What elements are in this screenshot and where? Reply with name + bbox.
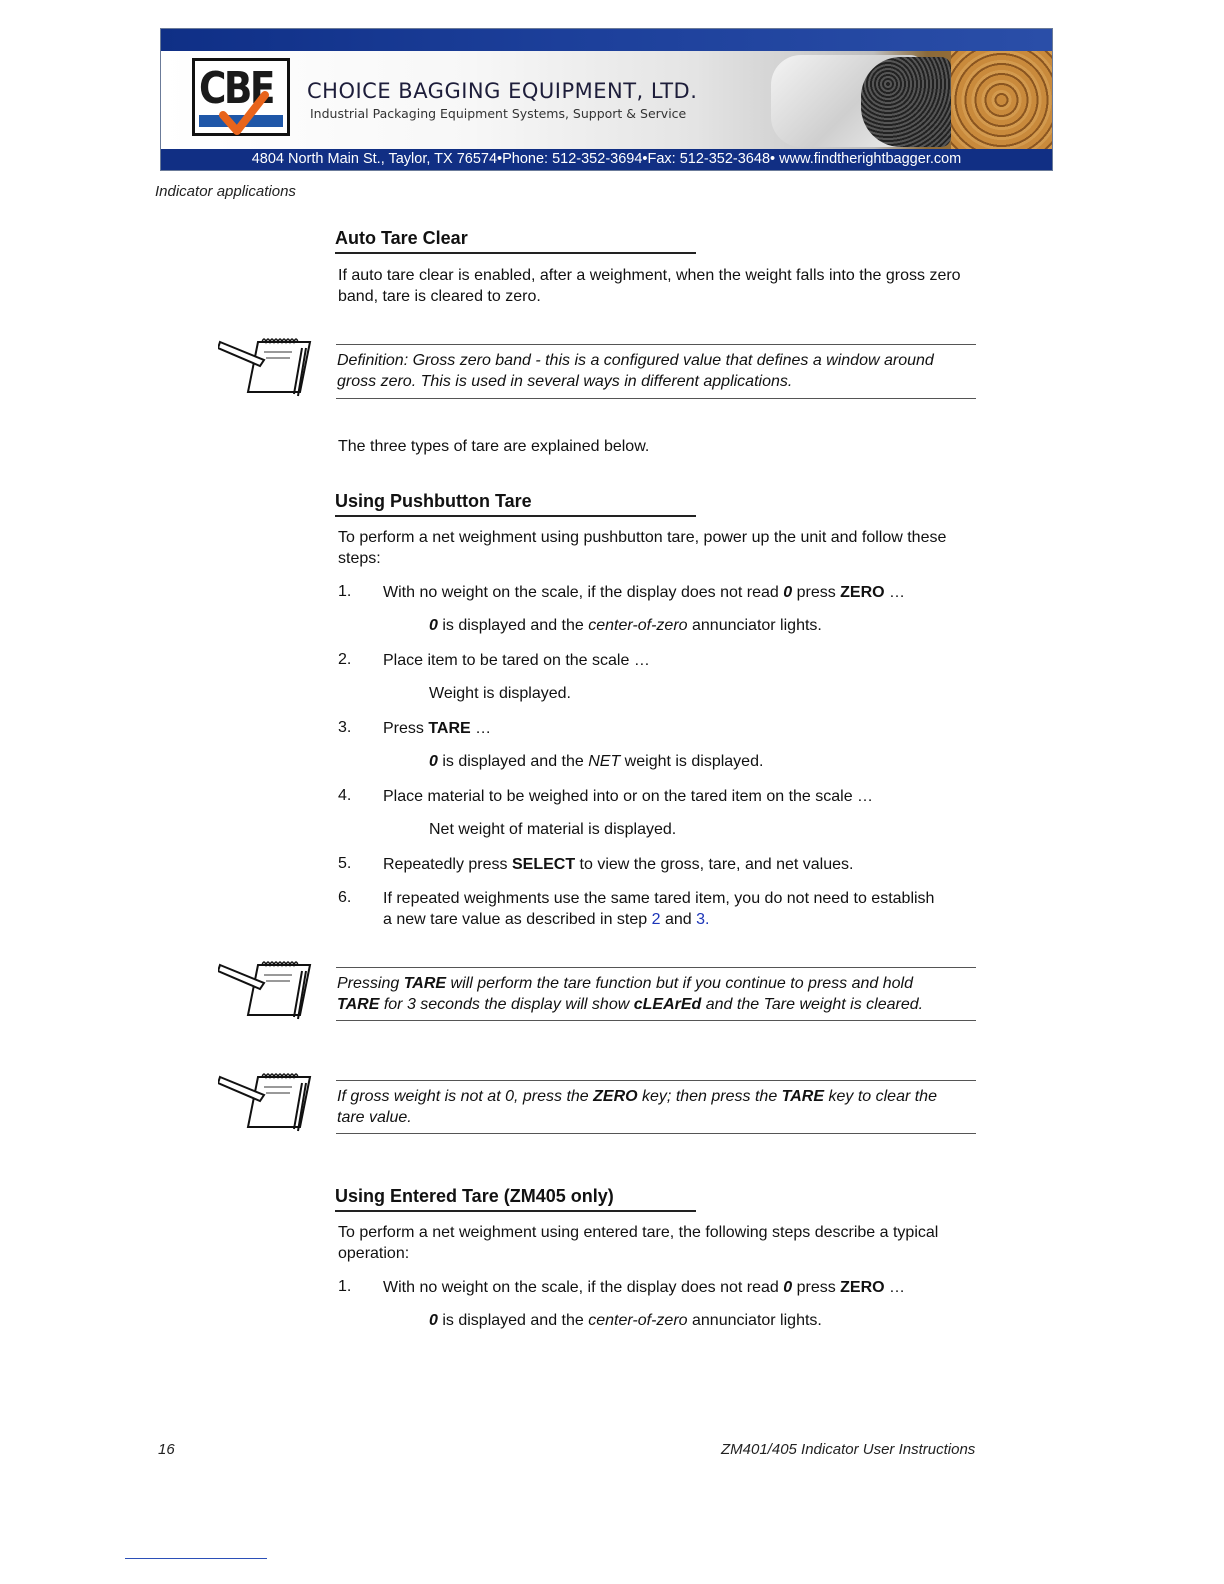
step-1-result xyxy=(429,617,822,635)
key-name: TARE xyxy=(337,995,380,1013)
banner-top-bar xyxy=(161,29,1052,51)
text-line: tare value. xyxy=(337,1108,412,1126)
page-number: 16 xyxy=(158,1441,175,1458)
text-run: press xyxy=(792,1279,841,1296)
text-run: . xyxy=(705,910,710,928)
zero-value: 0 xyxy=(429,617,438,634)
pushbutton-intro xyxy=(338,528,978,569)
step-4-text: Place material to be weighed into or on the tared item on the scale … xyxy=(383,788,874,805)
notepad-icon xyxy=(218,334,314,398)
text-line: To perform a net weighment using pushbutton tare, power up the unit and follow these xyxy=(338,529,947,546)
zero-value: 0 xyxy=(783,584,793,601)
text-run: for 3 seconds the display will show xyxy=(379,995,634,1013)
text-run: annunciator lights. xyxy=(687,617,822,634)
checkmark-icon xyxy=(219,91,269,137)
text-line: If auto tare clear is enabled, after a weighment, when the weight falls into the gross zero xyxy=(338,267,961,284)
step-5-text xyxy=(383,855,979,876)
step-3-text xyxy=(383,719,979,740)
note-rule-bottom xyxy=(336,1020,976,1021)
note-tare-hold xyxy=(337,974,977,1015)
key-name: ZERO xyxy=(840,1279,885,1296)
heading-pushbutton-tare: Using Pushbutton Tare xyxy=(335,491,696,517)
text-line: If repeated weighments use the same tared item, you do not need to establish xyxy=(383,890,935,907)
text-run: weight is displayed. xyxy=(620,753,764,770)
document-title: ZM401/405 Indicator User Instructions xyxy=(721,1441,976,1458)
company-tagline: Industrial Packaging Equipment Systems, Support & Service xyxy=(310,106,687,121)
text-run: center-of-zero xyxy=(588,1312,688,1329)
text-run: Pressing xyxy=(337,975,404,992)
notepad-icon xyxy=(218,1069,314,1133)
key-name: TARE xyxy=(428,720,471,737)
text-run: and xyxy=(660,910,697,928)
text-line: operation: xyxy=(338,1244,410,1262)
text-run: annunciator lights. xyxy=(687,1312,822,1329)
text-run: a new tare value as described in step xyxy=(383,910,652,928)
grain-image xyxy=(861,57,951,147)
three-types-text: The three types of tare are explained below. xyxy=(338,438,650,455)
text-run: NET xyxy=(588,753,621,770)
note-zero-tare xyxy=(337,1087,977,1128)
step-3-link[interactable]: 3 xyxy=(696,910,706,928)
step-number: 4. xyxy=(338,787,352,804)
zero-value: 0 xyxy=(429,1312,438,1329)
step-number: 3. xyxy=(338,719,352,736)
step-4-result: Net weight of material is displayed. xyxy=(429,821,677,838)
text-run: to view the gross, tare, and net values. xyxy=(575,856,854,873)
note-rule-bottom xyxy=(336,1133,976,1134)
entered-step-1-result xyxy=(429,1312,822,1330)
text-run: is displayed and the xyxy=(437,753,589,770)
entered-intro xyxy=(338,1223,978,1264)
text-line: gross zero. This is used in several ways in different applications. xyxy=(337,372,793,390)
display-text: cLEArEd xyxy=(633,995,702,1013)
text-line: Definition: Gross zero band - this is a configured value that defines a window around xyxy=(337,352,934,369)
header-banner xyxy=(160,28,1053,171)
logo-letters: CBE xyxy=(199,63,273,114)
beans-image xyxy=(951,51,1052,149)
notepad-icon xyxy=(218,957,314,1021)
text-run: If gross weight is not at 0, press the xyxy=(337,1088,594,1105)
heading-auto-tare-clear: Auto Tare Clear xyxy=(335,228,696,254)
step-6-text xyxy=(383,889,979,930)
text-run: center-of-zero xyxy=(588,617,688,634)
note-rule-top xyxy=(336,344,976,345)
step-number: 5. xyxy=(338,855,352,872)
note-rule-bottom xyxy=(336,398,976,399)
text-run: press xyxy=(792,584,841,601)
text-run: is displayed and the xyxy=(437,617,589,634)
step-number: 1. xyxy=(338,583,352,600)
text-run: … xyxy=(884,1279,906,1296)
company-name: CHOICE BAGGING EQUIPMENT, LTD. xyxy=(307,79,698,103)
note-rule-top xyxy=(336,967,976,968)
text-line: band, tare is cleared to zero. xyxy=(338,287,541,305)
text-line: steps: xyxy=(338,549,381,567)
key-name: ZERO xyxy=(593,1088,638,1105)
step-2-result: Weight is displayed. xyxy=(429,685,571,702)
contact-line: 4804 North Main St., Taylor, TX 76574•Phone: 512-352-3694•Fax: 512-352-3648• www.findtherightbagger.com xyxy=(161,149,1052,170)
key-name: TARE xyxy=(403,975,447,992)
text-line: To perform a net weighment using entered tare, the following steps describe a typical xyxy=(338,1224,939,1241)
step-3-result xyxy=(429,753,763,771)
company-logo xyxy=(192,58,290,136)
section-label: Indicator applications xyxy=(155,183,296,200)
text-run: Press xyxy=(383,720,429,737)
text-run: … xyxy=(470,720,492,737)
key-name: ZERO xyxy=(840,584,885,601)
step-1-text xyxy=(383,583,979,604)
note-rule-top xyxy=(336,1080,976,1081)
heading-entered-tare: Using Entered Tare (ZM405 only) xyxy=(335,1186,696,1212)
key-name: SELECT xyxy=(511,856,576,873)
text-run: With no weight on the scale, if the display does not read xyxy=(383,1279,784,1296)
text-run: key; then press the xyxy=(637,1088,782,1105)
step-2-link[interactable]: 2 xyxy=(651,910,661,928)
text-run: will perform the tare function but if you continue to press and hold xyxy=(446,975,914,992)
zero-value: 0 xyxy=(783,1279,793,1296)
step-number: 6. xyxy=(338,889,352,906)
auto-tare-clear-text xyxy=(338,266,978,307)
entered-step-1-text xyxy=(383,1278,979,1299)
text-run: Repeatedly press xyxy=(383,856,512,873)
text-run: key to clear the xyxy=(824,1088,937,1105)
footnote-rule xyxy=(125,1558,267,1559)
key-name: TARE xyxy=(781,1088,825,1105)
step-number: 2. xyxy=(338,651,352,668)
text-run: … xyxy=(884,584,906,601)
note-definition xyxy=(337,351,977,392)
text-run: With no weight on the scale, if the display does not read xyxy=(383,584,784,601)
zero-value: 0 xyxy=(429,753,438,770)
text-run: is displayed and the xyxy=(437,1312,589,1329)
step-2-text: Place item to be tared on the scale … xyxy=(383,652,650,669)
text-run: and the Tare weight is cleared. xyxy=(701,995,924,1013)
step-number: 1. xyxy=(338,1278,352,1295)
